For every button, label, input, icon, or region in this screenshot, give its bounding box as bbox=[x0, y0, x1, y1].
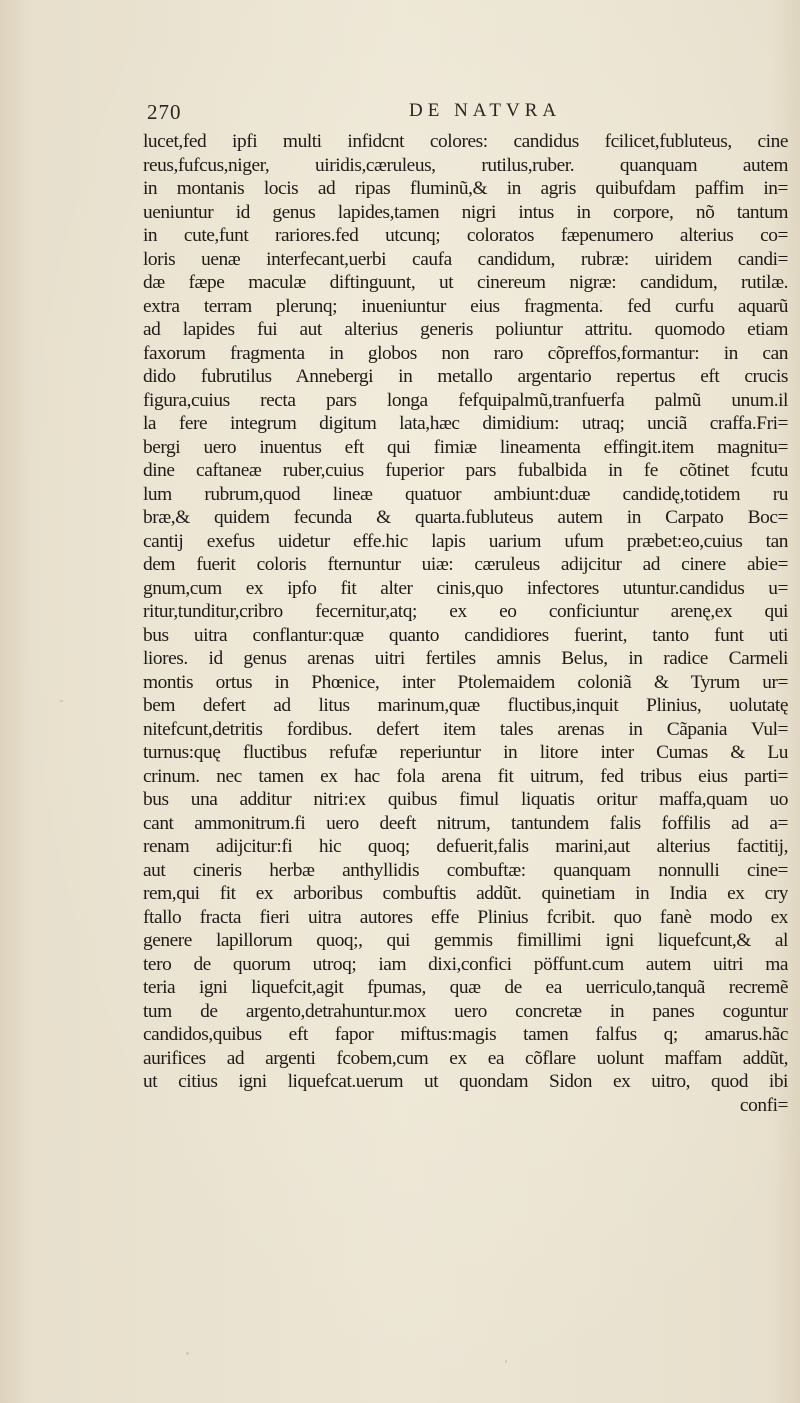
text-line: liores. id genus arenas uitri fertiles amnis Belus, in radice Carmeli bbox=[143, 648, 788, 669]
text-line: cantij exefus uidetur effe.hic lapis uarium ufum præbet:eo,cuius tan bbox=[143, 530, 788, 552]
text-line: dem fuerit coloris fternuntur uiæ: cæruleus adijcitur ad cinere abie= bbox=[143, 554, 788, 575]
running-head: DE NATVRA bbox=[409, 100, 562, 121]
text-line: extra terram plerunq; inueniuntur eius fragmenta. fed curfu aquarũ bbox=[143, 295, 788, 317]
text-line: ad lapides fui aut alterius generis poliuntur attritu. quomodo etiam bbox=[143, 319, 788, 340]
text-line: la fere integrum digitum lata,hæc dimidium: utraq; unciã craffa.Fri= bbox=[143, 413, 788, 434]
page-number: 270 bbox=[147, 100, 182, 124]
text-line: bergi uero inuentus eft qui fimiæ lineamenta effingit.item magnitu= bbox=[143, 436, 788, 458]
text-line: ueniuntur id genus lapides,tamen nigri intus in corpore, nõ tantum bbox=[143, 201, 788, 223]
text-line: lum rubrum,quod lineæ quatuor ambiunt:duæ candidę,totidem ru bbox=[143, 483, 788, 505]
text-line: dine caftaneæ ruber,cuius fuperior pars fubalbida in fe cõtinet fcutu bbox=[143, 460, 788, 481]
text-line: in cute,funt rariores.fed utcunq; coloratos fæpenumero alterius co= bbox=[143, 225, 788, 246]
text-line: faxorum fragmenta in globos non raro cõpreffos,formantur: in can bbox=[143, 342, 788, 364]
text-line: lucet,fed ipfi multi infidcnt colores: candidus fcilicet,fubluteus, cine bbox=[143, 131, 788, 152]
text-line: tero de quorum utroq; iam dixi,confici pöffunt.cum autem uitri ma bbox=[143, 953, 788, 975]
text-line: aut cineris herbæ anthyllidis combuftæ: quanquam nonnulli cine= bbox=[143, 859, 788, 881]
paper-speck bbox=[186, 1352, 189, 1355]
text-line: gnum,cum ex ipfo fit alter cinis,quo infectores utuntur.candidus u= bbox=[143, 577, 788, 599]
text-line: ftallo fracta fieri uitra autores effe Plinius fcribit. quo fanè modo ex bbox=[143, 906, 788, 928]
text-line: bus una additur nitri:ex quibus fimul liquatis oritur maffa,quam uo bbox=[143, 789, 788, 810]
text-line: cant ammonitrum.fi uero deeft nitrum, tantundem falis foffilis ad a= bbox=[143, 812, 788, 834]
page-header bbox=[147, 96, 787, 130]
text-line: nitefcunt,detritis fordibus. defert item tales arenas in Cãpania Vul= bbox=[143, 718, 788, 740]
text-line: bem defert ad litus marinum,quæ fluctibus,inquit Plinius, uolutatę bbox=[143, 695, 788, 716]
text-line: reus,fufcus,niger, uiridis,cæruleus, rutilus,ruber. quanquam autem bbox=[143, 154, 788, 176]
text-line: bus uitra conflantur:quæ quanto candidiores fuerint, tanto funt uti bbox=[143, 624, 788, 646]
text-line: tum de argento,detrahuntur.mox uero concretæ in panes coguntur bbox=[143, 1000, 788, 1022]
text-line: dæ fæpe maculæ diftinguunt, ut cinereum nigræ: candidum, rutilæ. bbox=[143, 272, 788, 293]
text-line: figura,cuius recta pars longa fefquipalmũ,tranfuerfa palmũ unum.il bbox=[143, 389, 788, 411]
text-line: bræ,& quidem fecunda & quarta.fubluteus autem in Carpato Boc= bbox=[143, 507, 788, 528]
text-line: renam adijcitur:fi hic quoq; defuerit,falis marini,aut alterius factitij, bbox=[143, 836, 788, 857]
paper-speck bbox=[60, 700, 63, 702]
text-line: in montanis locis ad ripas fluminũ,& in agris quibufdam paffim in= bbox=[143, 178, 788, 199]
catchword: confi= bbox=[739, 1094, 788, 1116]
text-line: ut citius igni liquefcat.uerum ut quondam Sidon ex uitro, quod ibi bbox=[143, 1071, 788, 1092]
text-line: montis ortus in Phœnice, inter Ptolemaidem coloniã & Tyrum ur= bbox=[143, 671, 788, 693]
text-line: candidos,quibus eft fapor miftus:magis tamen falfus q; amarus.hãc bbox=[143, 1024, 788, 1045]
text-line: dido fubrutilus Annebergi in metallo argentario repertus eft crucis bbox=[143, 366, 788, 387]
text-block bbox=[143, 130, 788, 1117]
text-line: teria igni liquefcit,agit fpumas, quæ de ea uerriculo,tanquã recremẽ bbox=[143, 977, 788, 998]
text-line: crinum. nec tamen ex hac fola arena fit uitrum, fed tribus eius parti= bbox=[143, 765, 788, 787]
text-line: genere lapillorum quoq;, qui gemmis fimillimi igni liquefcunt,& al bbox=[143, 930, 788, 951]
text-line: rem,qui fit ex arboribus combuftis addũt. quinetiam in India ex cry bbox=[143, 883, 788, 904]
paper-speck bbox=[505, 1360, 507, 1363]
text-line: aurifices ad argenti fcobem,cum ex ea cõflare uolunt maffam addũt, bbox=[143, 1047, 788, 1069]
text-line: ritur,tunditur,cribro fecernitur,atq; ex eo conficiuntur arenę,ex qui bbox=[143, 601, 788, 622]
text-line: turnus:quę fluctibus refufæ reperiuntur in litore inter Cumas & Lu bbox=[143, 742, 788, 763]
text-line: loris uenæ interfecant,uerbi caufa candidum, rubræ: uiridem candi= bbox=[143, 248, 788, 270]
